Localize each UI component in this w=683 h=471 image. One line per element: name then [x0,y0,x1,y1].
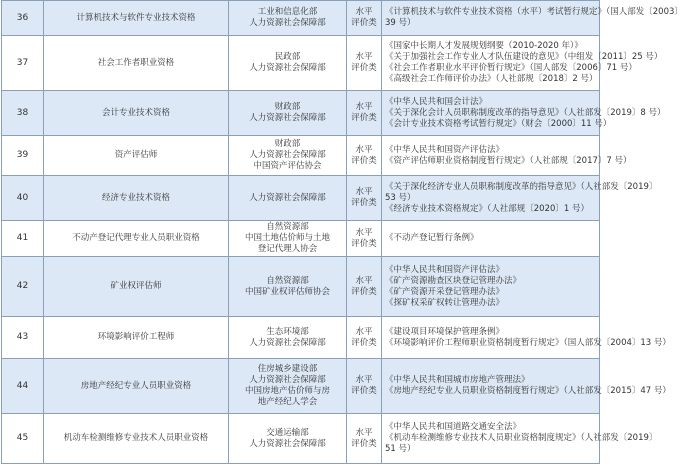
department-line: 人力资源社会保障部 [249,375,326,385]
qualification-name: 计算机技术与软件专业技术资格 [44,1,229,36]
evaluation-type-line: 评价类 [351,18,377,28]
legal-basis-line: 《环境影响评价工程师职业资格制度暂行规定》（国人部发〔2004〕13 号） [385,337,671,348]
row-number: 43 [2,317,44,359]
legal-basis-line: 《经济专业技术资格规定》（人社部规〔2020〕1 号） [385,203,589,214]
evaluation-type-line: 水平 [355,144,373,155]
qualification-table [1,0,683,464]
evaluation-type [347,257,382,317]
department-line: 人力资源社会保障部 [249,113,326,123]
department-line: 中国矿业权评估师协会 [244,286,330,297]
legal-basis [382,257,600,317]
department-line: 工业和信息化部 [257,7,318,17]
evaluation-type [347,317,382,359]
evaluation-type [347,36,382,91]
department-line: 人力资源社会保障部 [249,63,326,73]
evaluation-type-line: 评价类 [351,155,377,166]
qualification-name: 房地产经纪专业人员职业资格 [44,359,229,414]
evaluation-type-line: 水平 [355,227,373,238]
department-line: 自然资源部 [266,222,309,232]
row-number: 42 [2,257,44,317]
department-line: 交通运输部 [266,427,309,438]
legal-basis-line: 《探矿权采矿权转让管理办法》 [385,297,505,308]
department [229,257,347,317]
legal-basis-line: 《矿产资源开采登记管理办法》 [385,286,505,297]
legal-basis-line: 《关于深化经济专业人员职称制度改革的指导意见》（人社部发〔2019〕 [385,181,658,192]
row-number: 44 [2,359,44,414]
qualification-name: 经济专业技术资格 [44,176,229,221]
evaluation-type-line: 评价类 [351,286,377,297]
legal-basis-line: 《国家中长期人才发展规划纲要（2010-2020 年）》 [385,41,583,51]
legal-basis-line: 《资产评估师职业资格制度暂行规定》（人社部规〔2017〕7 号） [385,155,632,166]
row-number: 40 [2,176,44,221]
department-line: 中国房地产估价师与房 [244,386,330,396]
row-number: 36 [2,1,44,36]
legal-basis-line: 51 号） [385,444,416,454]
department [229,91,347,136]
legal-basis-line: 39 号） [385,18,416,28]
legal-basis-line: 《中华人民共和国资产评估法》 [385,144,505,155]
table-row [2,1,600,36]
evaluation-type-line: 评价类 [351,438,377,449]
evaluation-type-line: 水平 [355,52,373,62]
legal-basis-line: 《机动车检测维修专业技术人员职业资格制度规定》（人社部发〔2019〕 [385,433,658,443]
evaluation-type [347,1,382,36]
qualification-name: 矿业权评估师 [44,257,229,317]
department [229,36,347,91]
department-line: 生态环境部 [266,326,309,337]
qualification-name: 会计专业技术资格 [44,91,229,136]
department-line: 登记代理人协会 [257,244,318,254]
evaluation-type-line: 水平 [355,7,373,17]
evaluation-type-line: 水平 [355,275,373,286]
evaluation-type-line: 评价类 [351,238,377,249]
legal-basis-line: 《高级社会工作师评价办法》（人社部规〔2018〕2 号） [385,74,598,84]
legal-basis [382,317,671,359]
legal-basis-line: 《建设项目环境保护管理条例》 [385,326,505,337]
evaluation-type-line: 评价类 [351,386,377,396]
table-row [2,257,600,317]
evaluation-type-line: 水平 [355,427,373,438]
department [229,221,347,257]
table-row [2,317,600,359]
department-line: 财政部 [274,139,301,149]
evaluation-type [347,359,382,414]
qualification-name: 社会工作者职业资格 [44,36,229,91]
department-line: 中国资产评估协会 [253,161,322,171]
legal-basis [382,91,666,136]
table-row [2,359,600,414]
legal-basis-line: 《会计专业技术资格考试暂行规定》（财会〔2000〕11 号） [385,118,612,129]
evaluation-type [347,221,382,257]
row-number: 38 [2,91,44,136]
legal-basis-line: 《社会工作者职业水平评价暂行规定》（国人部发〔2006〕71 号） [385,63,637,73]
evaluation-type [347,176,382,221]
department-line: 人力资源社会保障部 [249,337,326,348]
evaluation-type-line: 评价类 [351,63,377,73]
legal-basis [382,1,683,36]
legal-basis [382,359,671,414]
legal-basis-line: 《中华人民共和国道路交通安全法》 [385,422,522,432]
evaluation-type-line: 水平 [355,187,373,197]
department-line: 自然资源部 [266,275,309,286]
department-line: 中国土地估价师与土地 [244,233,330,243]
table-row [2,36,600,91]
department-line: 地产经纪人学会 [257,397,318,407]
table-row [2,221,600,257]
legal-basis-line: 《房地产经纪专业人员职业资格制度暂行规定》（人社部发〔2015〕47 号） [385,386,671,396]
department [229,414,347,464]
qualification-name: 资产评估师 [44,136,229,176]
department-line: 财政部 [274,102,301,112]
row-number: 37 [2,36,44,91]
table-row [2,414,600,464]
legal-basis [382,36,663,91]
legal-basis-line: 《计算机技术与软件专业技术资格（水平）考试暂行规定》（国人部发〔2003〕 [385,7,683,17]
legal-basis-line: 《中华人民共和国会计法》 [385,96,488,107]
evaluation-type-line: 评价类 [351,337,377,348]
legal-basis-line: 《中华人民共和国城市房地产管理法》 [385,375,530,385]
evaluation-type [347,91,382,136]
qualification-name: 不动产登记代理专业人员职业资格 [44,221,229,257]
table-row [2,176,600,221]
legal-basis [382,176,658,221]
evaluation-type-line: 水平 [355,102,373,112]
department [229,317,347,359]
legal-basis-line: 《中华人民共和国资产评估法》 [385,264,505,275]
row-number: 45 [2,414,44,464]
department-line: 人力资源社会保障部 [249,438,326,449]
evaluation-type-line: 水平 [355,375,373,385]
table-row [2,136,600,176]
row-number: 39 [2,136,44,176]
department-line: 人力资源社会保障部 [249,192,326,203]
department-line: 住房城乡建设部 [257,364,318,374]
qualification-name: 环境影响评价工程师 [44,317,229,359]
legal-basis-line: 53 号） [385,192,416,203]
qualification-name: 机动车检测维修专业技术人员职业资格 [44,414,229,464]
department [229,359,347,414]
legal-basis [382,136,632,176]
department [229,1,347,36]
department [229,176,347,221]
legal-basis-line: 《关于深化会计人员职称制度改革的指导意见》（人社部发〔2019〕8 号） [385,107,666,118]
department [229,136,347,176]
department-line: 人力资源社会保障部 [249,18,326,28]
evaluation-type-line: 评价类 [351,113,377,123]
department-line: 人力资源社会保障部 [249,150,326,160]
table-row [2,91,600,136]
evaluation-type [347,414,382,464]
evaluation-type-line: 水平 [355,326,373,337]
table-body [2,1,683,464]
legal-basis [382,414,658,464]
evaluation-type [347,136,382,176]
legal-basis-line: 《矿产资源勘查区块登记管理办法》 [385,275,522,286]
legal-basis-line: 《关于加强社会工作专业人才队伍建设的意见》（中组发〔2011〕25 号） [385,52,663,62]
row-number: 41 [2,221,44,257]
legal-basis-line: 《不动产登记暂行条例》 [385,233,479,243]
legal-basis [382,221,600,257]
evaluation-type-line: 评价类 [351,198,377,208]
department-line: 民政部 [274,52,301,62]
